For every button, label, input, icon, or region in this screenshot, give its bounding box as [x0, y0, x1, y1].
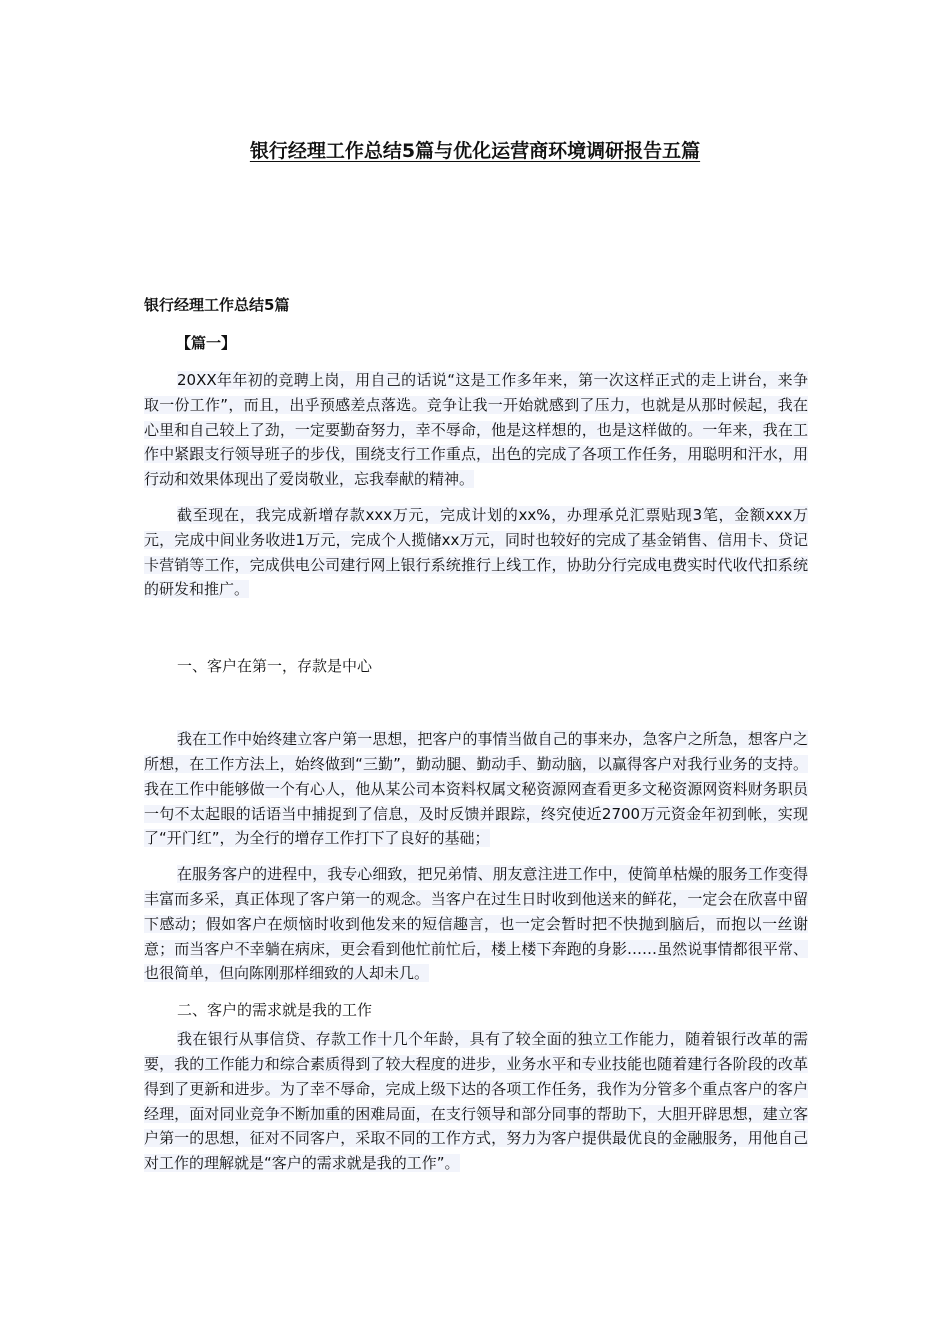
paragraph-text: 在服务客户的进程中，我专心细致，把兄弟情、朋友意注进工作中，使简单枯燥的服务工作变得丰富而多采，真正体现了客户第一的观念。当客户在过生日时收到他送来的鲜花，一定会在欣喜中留下感动；假如客户在烦恼时收到他发来的短信趣言，也一定会暂时把不快抛到脑后，而抱以一丝谢意；而当客户不幸躺在病床，更会看到他忙前忙后，楼上楼下奔跑的身影……虽然说事情都很平常、也很简单，但向陈刚那样细致的人却未几。	[144, 865, 808, 983]
spacer	[144, 679, 808, 727]
paragraph-text: 我在工作中始终建立客户第一思想，把客户的事情当做自己的事来办，急客户之所急，想客户之所想，在工作方法上，始终做到“三勤”，勤动腿、勤动手、勤动脑，以赢得客户对我行业务的支持。我在工作中能够做一个有心人，他从某公司本资料权属文秘资源网查看更多文秘资源网资料财务职员一句不太起眼的话语当中捕捉到了信息，及时反馈并跟踪，终究使近2700万元资金年初到帐，实现了“开门红”，为全行的增存工作打下了良好的基础；	[144, 730, 808, 848]
part-label: 【篇一】	[176, 334, 237, 352]
paragraph	[144, 503, 808, 602]
paragraph-text: 20XX年年初的竞聘上岗，用自己的话说“这是工作多年来，第一次这样正式的走上讲台，来争取一份工作”，而且，出乎预感差点落选。竞争让我一开始就感到了压力，也就是从那时候起，我在心里和自己较上了劲，一定要勤奋努力，幸不辱命，他是这样想的，也是这样做的。一年来，我在工作中紧跟支行领导班子的步伐，围绕支行工作重点，出色的完成了各项工作任务，用聪明和汗水，用行动和效果体现出了爱岗敬业，忘我奉献的精神。	[144, 371, 808, 489]
sub-heading-customer-needs: 二、客户的需求就是我的工作	[177, 1001, 373, 1020]
paragraph	[144, 368, 808, 492]
document-title: 银行经理工作总结5篇与优化运营商环境调研报告五篇	[249, 140, 701, 162]
spacer	[144, 613, 808, 653]
sub-heading-customer-first: 一、客户在第一，存款是中心	[177, 657, 373, 676]
paragraph	[144, 1027, 808, 1176]
paragraph-text: 截至现在，我完成新增存款xxx万元，完成计划的xx%，办理承兑汇票贴现3笔，金额xxx万元，完成中间业务收进1万元，完成个人揽储xx万元，同时也较好的完成了基金销售、信用卡、贷记卡营销等工作，完成供电公司建行网上银行系统推行上线工作，协助分行完成电费实时代收代扣系统的研发和推广。	[144, 505, 808, 599]
paragraph	[144, 727, 808, 851]
paragraph	[144, 862, 808, 986]
section-heading: 银行经理工作总结5篇	[144, 296, 290, 314]
paragraph-text: 我在银行从事信贷、存款工作十几个年龄，具有了较全面的独立工作能力，随着银行改革的需要，我的工作能力和综合素质得到了较大程度的进步，业务水平和专业技能也随着建行各阶段的改革得到了更新和进步。为了幸不辱命，完成上级下达的各项工作任务，我作为分管多个重点客户的客户经理，面对同业竞争不断加重的困难局面，在支行领导和部分同事的帮助下，大胆开辟思想，建立客户第一的思想，征对不同客户，采取不同的工作方式，努力为客户提供最优良的金融服务，用他自己对工作的理解就是“客户的需求就是我的工作”。	[144, 1030, 808, 1173]
document-body	[144, 292, 808, 1187]
